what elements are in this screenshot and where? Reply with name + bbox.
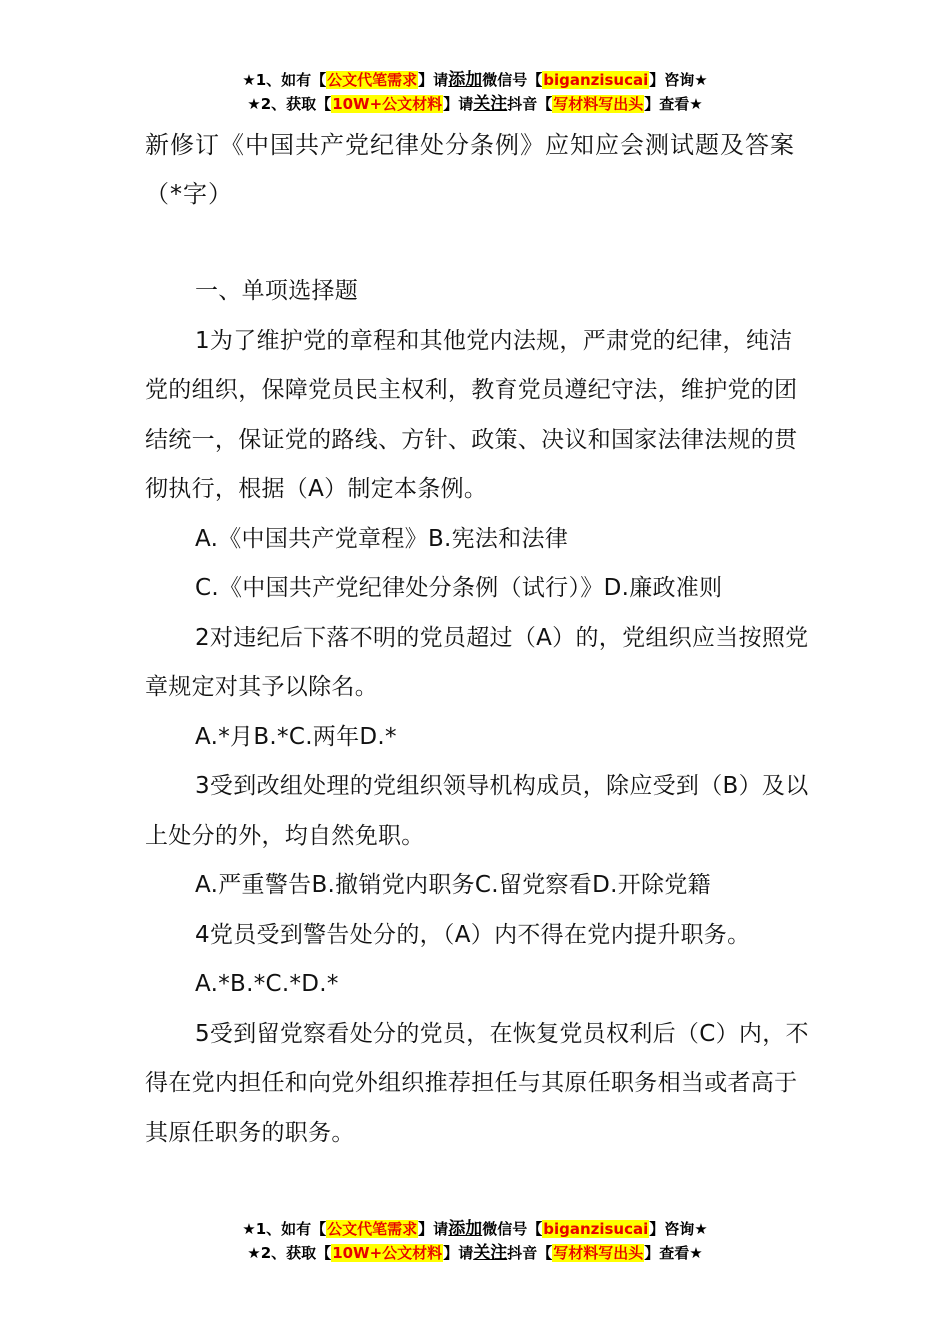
section-heading: 一、单项选择题 (195, 278, 359, 304)
banner-text: ★2、获取【 (247, 1244, 332, 1262)
underlined-text: 添加 (448, 1219, 483, 1239)
question-5: 5受到留党察看处分的党员，在恢复党员权利后（C）内，不得在党内担任和向党外组织推荐担任与其原任职务相当或者高于其原任职务的职务。 (145, 1020, 809, 1146)
banner-text: 抖音【 (507, 95, 553, 113)
footer-banner (0, 1217, 950, 1265)
banner-text: 】请 (443, 95, 474, 113)
banner-text: 】查看★ (644, 95, 703, 113)
question-4-options: A.*B.*C.*D.* (195, 971, 339, 997)
banner-text: ★1、如有【 (242, 71, 327, 89)
question-1-options-ab: A.《中国共产党章程》B.宪法和法律 (195, 525, 569, 552)
wechat-id-highlight: biganzisucai (543, 71, 649, 89)
question-2: 2对违纪后下落不明的党员超过（A）的，党组织应当按照党章规定对其予以除名。 (145, 624, 809, 700)
highlight-text: 公文代笔需求 (327, 1220, 418, 1238)
question-1-options-cd: C.《中国共产党纪律处分条例（试行）》D.廉政准则 (195, 575, 723, 601)
banner-line-1 (0, 1217, 950, 1241)
banner-text: 抖音【 (507, 1244, 553, 1262)
question-2-options: A.*月B.*C.两年D.* (195, 723, 397, 750)
spacer (145, 219, 813, 267)
banner-line-1 (0, 68, 950, 92)
header-banner (0, 68, 950, 116)
highlight-text: 10W+公文材料 (332, 95, 443, 113)
banner-text: 微信号【 (482, 1220, 543, 1238)
banner-line-2 (0, 1241, 950, 1265)
douyin-account-highlight: 写材料写出头 (553, 95, 644, 113)
banner-text: ★2、获取【 (247, 95, 332, 113)
question-3-options: A.严重警告B.撤销党内职务C.留党察看D.开除党籍 (195, 872, 711, 898)
question-1: 1为了维护党的章程和其他党内法规，严肃党的纪律，纯洁党的组织，保障党员民主权利，教育党员遵纪守法，维护党的团结统一，保证党的路线、方针、政策、决议和国家法律法规的贯彻执行，根据（A）制定本条例。 (145, 327, 798, 502)
banner-text: ★1、如有【 (242, 1220, 327, 1238)
highlight-text: 10W+公文材料 (332, 1244, 443, 1262)
banner-text: 】查看★ (644, 1244, 703, 1262)
banner-text: 】咨询★ (649, 71, 708, 89)
document-body (145, 121, 813, 1158)
banner-text: 】咨询★ (649, 1220, 708, 1238)
banner-line-2 (0, 92, 950, 116)
highlight-text: 公文代笔需求 (327, 71, 418, 89)
question-3: 3受到改组处理的党组织领导机构成员，除应受到（B）及以上处分的外，均自然免职。 (145, 773, 809, 849)
wechat-id-highlight: biganzisucai (543, 1220, 649, 1238)
banner-text: 】请 (418, 71, 449, 89)
underlined-text: 关注 (473, 94, 508, 114)
douyin-account-highlight: 写材料写出头 (553, 1244, 644, 1262)
document-title: 新修订《中国共产党纪律处分条例》应知应会测试题及答案（*字） (145, 131, 795, 208)
underlined-text: 关注 (473, 1243, 508, 1263)
banner-text: 】请 (443, 1244, 474, 1262)
banner-text: 】请 (418, 1220, 449, 1238)
banner-text: 微信号【 (482, 71, 543, 89)
underlined-text: 添加 (448, 70, 483, 90)
question-4: 4党员受到警告处分的，（A）内不得在党内提升职务。 (195, 921, 751, 948)
